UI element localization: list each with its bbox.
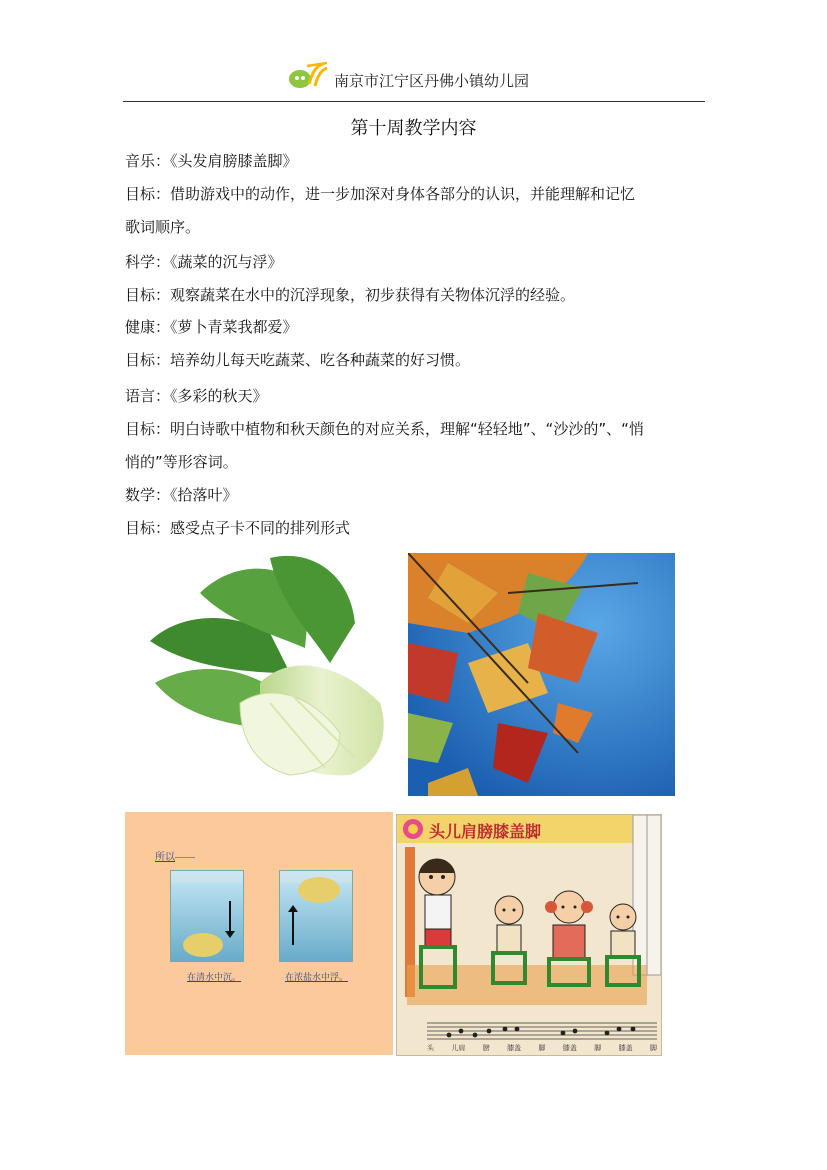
math-goal: 目标：感受点子卡不同的排列形式 xyxy=(125,519,351,537)
slide-heading: 所以—— xyxy=(155,852,195,863)
language-subject: 语言：《多彩的秋天》 xyxy=(125,387,268,405)
music-goal-line-1: 目标：借助游戏中的动作，进一步加深对身体各部分的认识，并能理解和记忆 xyxy=(125,185,636,203)
song-title: 头儿肩膀膝盖脚 xyxy=(429,822,542,841)
beaker-salt-water xyxy=(279,870,353,962)
page-header xyxy=(0,58,827,98)
school-name: 南京市江宁区丹佛小镇幼儿园 xyxy=(334,72,530,90)
arrow-down-icon xyxy=(225,931,235,938)
song-lyrics xyxy=(427,1043,657,1053)
health-goal: 目标：培养幼儿每天吃蔬菜、吃各种蔬菜的好习惯。 xyxy=(125,351,471,369)
page-title: 第十周教学内容 xyxy=(350,118,477,139)
bok-choy-image xyxy=(140,553,398,783)
science-subject: 科学：《蔬菜的沉与浮》 xyxy=(125,253,283,271)
lyric-word: 膝盖 xyxy=(507,1044,522,1052)
potato-sinking xyxy=(183,933,223,957)
math-subject: 数学：《拾落叶》 xyxy=(125,486,238,504)
sink-float-slide xyxy=(125,812,393,1055)
arrow-up-icon xyxy=(288,905,298,912)
autumn-leaves-image xyxy=(408,553,675,796)
language-goal-line-1: 目标：明白诗歌中植物和秋天颜色的对应关系，理解“轻轻地”、“沙沙的”、“悄 xyxy=(125,420,644,438)
header-divider xyxy=(123,101,705,102)
health-subject: 健康：《萝卜青菜我都爱》 xyxy=(125,318,298,336)
caption-float: 在浓盐水中浮。 xyxy=(285,972,349,982)
lyric-word: 头 xyxy=(427,1044,434,1052)
language-goal-line-2: 悄的”等形容词。 xyxy=(125,453,238,471)
lyric-word: 脚 xyxy=(538,1044,546,1052)
science-goal: 目标：观察蔬菜在水中的沉浮现象，初步获得有关物体沉浮的经验。 xyxy=(125,286,576,304)
lyric-word: 膝盖 xyxy=(618,1044,633,1052)
lyric-word: 膝盖 xyxy=(562,1044,577,1052)
beaker-clear-water xyxy=(170,870,244,962)
caption-sink: 在清水中沉。 xyxy=(187,972,242,982)
song-book-image xyxy=(396,814,662,1056)
lyric-word: 儿肩 xyxy=(451,1044,466,1052)
lyric-word: 脚 xyxy=(650,1044,657,1052)
lyric-word: 脚 xyxy=(594,1044,602,1052)
music-subject: 音乐：《头发肩膀膝盖脚》 xyxy=(125,152,298,170)
potato-floating xyxy=(298,877,340,903)
lyric-word: 膀 xyxy=(482,1044,490,1052)
music-goal-line-2: 歌词顺序。 xyxy=(125,218,201,236)
kindergarten-logo-icon xyxy=(287,60,329,92)
